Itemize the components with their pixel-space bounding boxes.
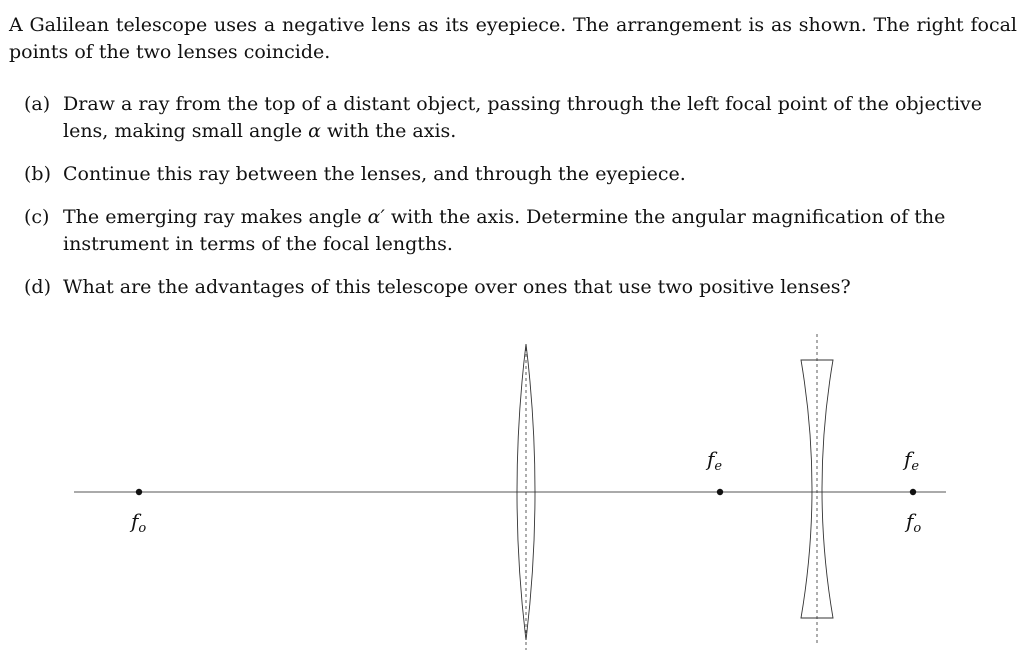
part-a-symbol: α (308, 120, 321, 142)
part-b (24, 161, 1016, 188)
telescope-diagram (0, 330, 1024, 660)
part-a-text-after: with the axis. (320, 120, 457, 142)
part-c-symbol: α′ (367, 206, 385, 228)
eyepiece-lens (801, 334, 833, 646)
label-fo-right: $f_o$ (906, 509, 922, 536)
objective-lens (517, 344, 535, 650)
part-c-text-before: The emerging ray makes angle (63, 206, 368, 228)
part-b-label: (b) (24, 163, 51, 185)
problem-intro: A Galilean telescope uses a negative lens as its eyepiece. The arrangement is as shown. The right focal points of the two lenses coincide. (9, 14, 1017, 63)
part-b-text: Continue this ray between the lenses, and through the eyepiece. (63, 163, 686, 185)
part-d (24, 274, 1016, 301)
part-c-label: (c) (24, 206, 50, 228)
objective-left-focal-point (136, 489, 142, 495)
part-a-text (63, 91, 1016, 145)
part-a (24, 91, 1016, 145)
part-c-text-after: with the axis. Determine the angular magnification of the instrument in terms of the focal lengths. (63, 206, 946, 255)
label-fe-right: $f_e$ (904, 447, 920, 474)
eyepiece-left-focal-point (717, 489, 723, 495)
label-fo-left: $f_o$ (131, 509, 147, 536)
part-d-label: (d) (24, 276, 51, 298)
part-c-text (63, 204, 1016, 258)
shared-right-focal-point (910, 489, 916, 495)
part-a-label: (a) (24, 93, 51, 115)
label-fe-left: $f_e$ (707, 447, 723, 474)
part-a-text-before: Draw a ray from the top of a distant object, passing through the left focal point of the objective lens, making small angle (63, 93, 983, 142)
part-d-text: What are the advantages of this telescope over ones that use two positive lenses? (63, 276, 851, 298)
part-c (24, 204, 1016, 258)
problem-parts (24, 91, 1016, 317)
